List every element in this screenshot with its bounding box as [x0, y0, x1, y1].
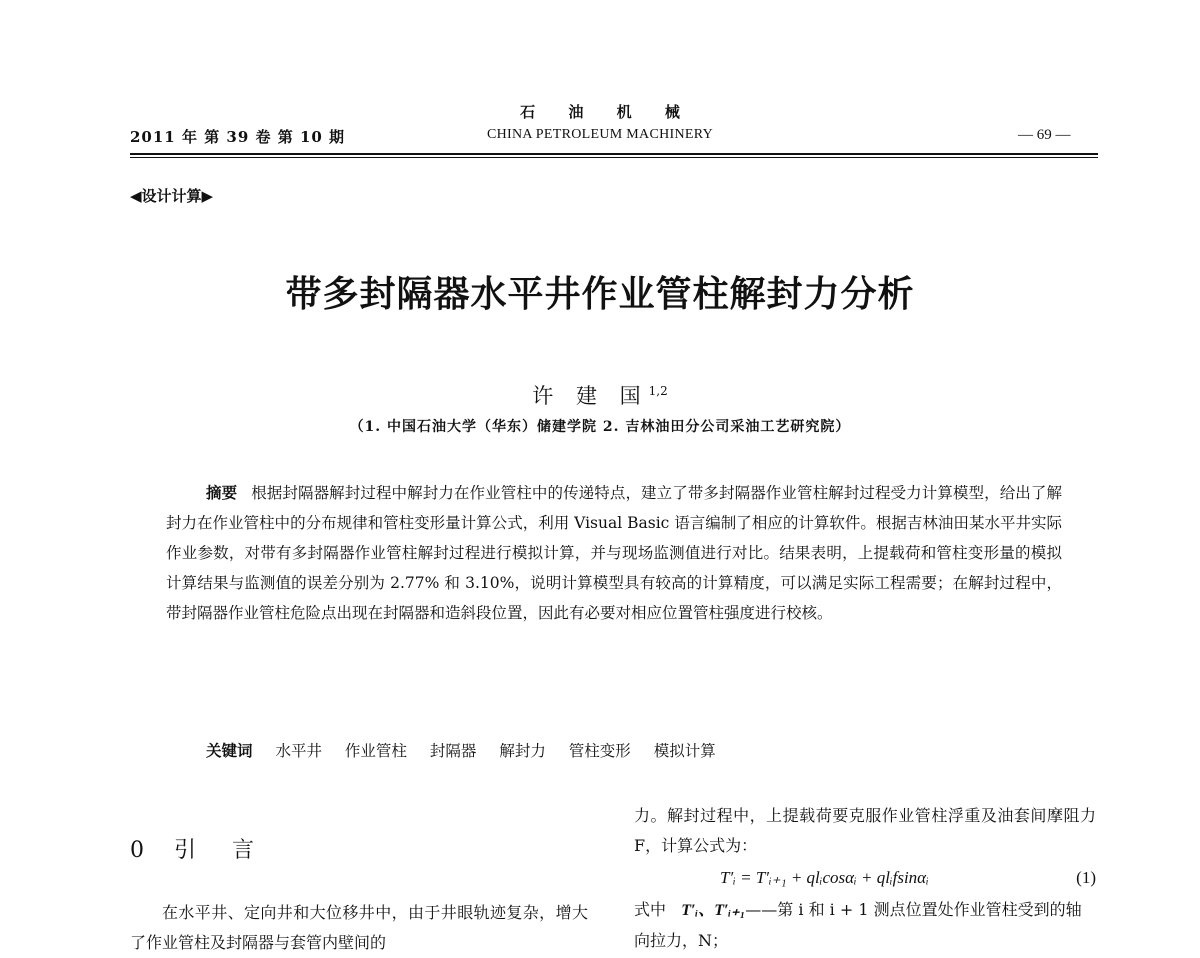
- journal-name-cn: 石 油 机 械: [520, 103, 694, 121]
- abstract-label: 摘要: [206, 484, 238, 502]
- right-column: [634, 801, 1096, 956]
- keyword: 封隔器: [429, 742, 477, 760]
- keyword: 作业管柱: [344, 742, 407, 760]
- issue-info: 2011 年 第 39 卷 第 10 期: [130, 128, 346, 146]
- keywords: [206, 739, 734, 761]
- section-title-char: 言: [232, 838, 257, 863]
- symbol-definition: [634, 895, 1096, 956]
- paper-title: 带多封隔器水平井作业管柱解封力分析: [285, 274, 915, 315]
- section-title-char: 引: [174, 838, 199, 863]
- equation-1: [634, 861, 1096, 895]
- header-rule-thick: [130, 153, 1098, 155]
- keyword: 解封力: [499, 742, 546, 760]
- section-number: 0: [130, 838, 146, 863]
- author-affiliation-mark: 1,2: [648, 384, 668, 398]
- page-number: — 69 —: [1018, 127, 1071, 143]
- where-text: ——第 i 和 i + 1 测点位置处作业管柱受到的轴向拉力，N；: [634, 900, 1082, 950]
- affiliation: （1. 中国石油大学（华东）储建学院 2. 吉林油田分公司采油工艺研究院）: [349, 419, 851, 435]
- where-label: 式中: [634, 900, 667, 919]
- keywords-label: 关键词: [206, 742, 253, 760]
- equation-number: (1): [1076, 868, 1096, 887]
- author-name: 许 建 国: [532, 384, 649, 408]
- abstract: [166, 478, 1062, 628]
- intro-paragraph: 在水平井、定向井和大位移井中，由于井眼轨迹复杂，增大了作业管柱及封隔器与套管内壁间的: [130, 903, 588, 952]
- author: [0, 380, 1200, 410]
- where-symbols: T′ᵢ、T′ᵢ₊₁: [681, 902, 746, 919]
- keyword: 管柱变形: [568, 742, 631, 760]
- abstract-text: 根据封隔器解封过程中解封力在作业管柱中的传递特点，建立了带多封隔器作业管柱解封过程受力计算模型，给出了解封力在作业管柱中的分布规律和管柱变形量计算公式，利用 Visual Basic 语言编制了相应的计算软件。根据吉林油田某水平井实际作业参数，对带有多封隔器作业管柱解封过程进行模拟计算，并与现场监测值进行对比。结果表明，上提载荷和管柱变形量的模拟计算结果与监测值的误差分别为 2.77% 和 3.10%，说明计算模型具有较高的计算精度，可以满足实际工程需要；在解封过程中，带封隔器作业管柱危险点出现在封隔器和造斜段位置，因此有必要对相应位置管柱强度进行校核。: [166, 484, 1062, 622]
- section-heading-introduction: [130, 833, 256, 864]
- section-tag: ◀设计计算▶: [130, 187, 214, 205]
- equation-body: T′ᵢ = T′ᵢ₊₁ + qlᵢcosαᵢ + qlᵢfsinαᵢ: [720, 868, 929, 887]
- right-paragraph: 力。解封过程中，上提载荷要克服作业管柱浮重及油套间摩阻力 F，计算公式为：: [634, 806, 1096, 855]
- keyword: 模拟计算: [653, 742, 716, 760]
- keyword: 水平井: [275, 742, 322, 760]
- header-rule-thin: [130, 157, 1098, 158]
- journal-name-en: CHINA PETROLEUM MACHINERY: [486, 127, 714, 142]
